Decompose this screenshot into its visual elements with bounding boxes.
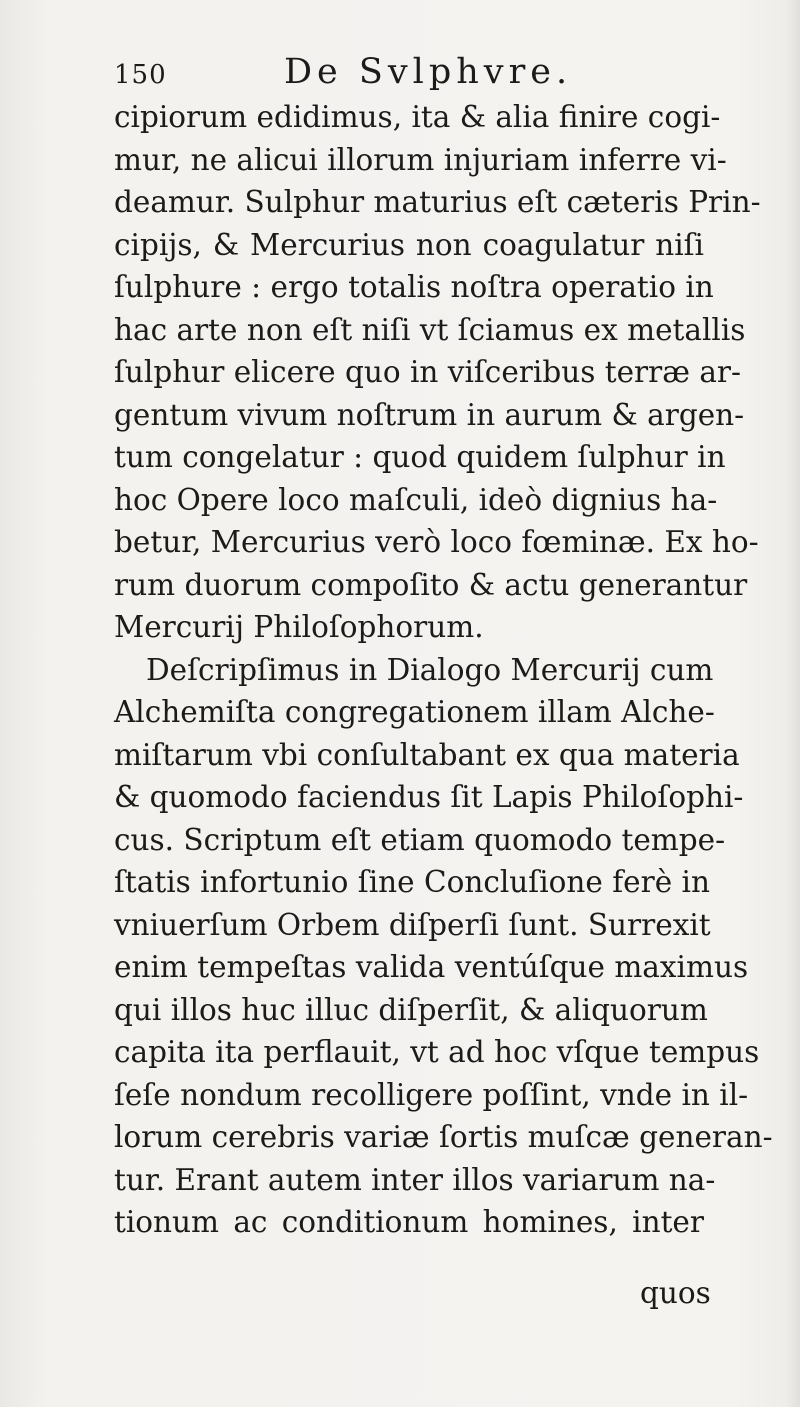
text-line: hac arte non eſt niſi vt ſciamus ex metallis <box>114 312 746 347</box>
text-line: Alchemiſta congregationem illam Alche- <box>114 695 715 729</box>
text-line: lorum cerebris variæ ſortis muſcæ generan- <box>114 1120 773 1154</box>
text-line: mur, ne alicui illorum injuriam inferre vi- <box>114 142 727 177</box>
text-line: & quomodo faciendus ſit Lapis Philoſophi- <box>114 780 744 814</box>
text-line: deamur. Sulphur maturius eſt cæteris Prin- <box>114 185 761 219</box>
text-line: ſulphur elicere quo in viſceribus terræ ar- <box>114 355 742 389</box>
text-line: ſeſe nondum recolligere poſſint, vnde in il- <box>114 1077 749 1112</box>
text-line: cus. Scriptum eſt etiam quomodo tempe- <box>114 822 726 857</box>
paragraph-first-line: Deſcripſimus in Dialogo Mercurij cum <box>146 652 714 687</box>
text-line: cipijs, & Mercurius non coagulatur niſi <box>114 227 704 262</box>
text-line: ſulphure : ergo totalis noſtra operatio in <box>114 270 714 304</box>
paragraph-end-line: Mercurij Philoſophorum. <box>114 610 484 644</box>
text-line: hoc Opere loco maſculi, ideò dignius ha- <box>114 482 718 517</box>
text-line: cipiorum edidimus, ita & alia finire cogi- <box>114 100 721 134</box>
catchword: quos <box>640 1276 711 1310</box>
text-line: gentum vivum noſtrum in aurum & argen- <box>114 397 745 432</box>
text-line: tionum ac conditionum homines, inter <box>114 1205 704 1239</box>
text-line: vniuerſum Orbem diſperſi ſunt. Surrexit <box>114 907 711 942</box>
text-line: tur. Erant autem inter illos variarum na- <box>114 1162 716 1197</box>
text-line: miſtarum vbi conſultabant ex qua materia <box>114 737 740 772</box>
running-head: De Svlphvre. <box>284 52 573 92</box>
text-line: enim tempeſtas valida ventúſque maximus <box>114 950 749 984</box>
text-line: tum congelatur : quod quidem ſulphur in <box>114 440 726 474</box>
page-edge-shadow <box>786 0 800 1407</box>
text-line: betur, Mercurius verò loco fœminæ. Ex ho- <box>114 525 759 559</box>
text-line: capita ita perflauit, vt ad hoc vſque tempus <box>114 1035 760 1069</box>
body-text <box>114 96 773 1244</box>
text-line: ſtatis infortunio ſine Concluſione ferè in <box>114 865 710 899</box>
page-header <box>114 52 694 96</box>
text-line: qui illos huc illuc diſperſit, & aliquorum <box>114 992 708 1027</box>
page-number: 150 <box>114 60 167 90</box>
text-line: rum duorum compoſito & actu generantur <box>114 567 748 602</box>
